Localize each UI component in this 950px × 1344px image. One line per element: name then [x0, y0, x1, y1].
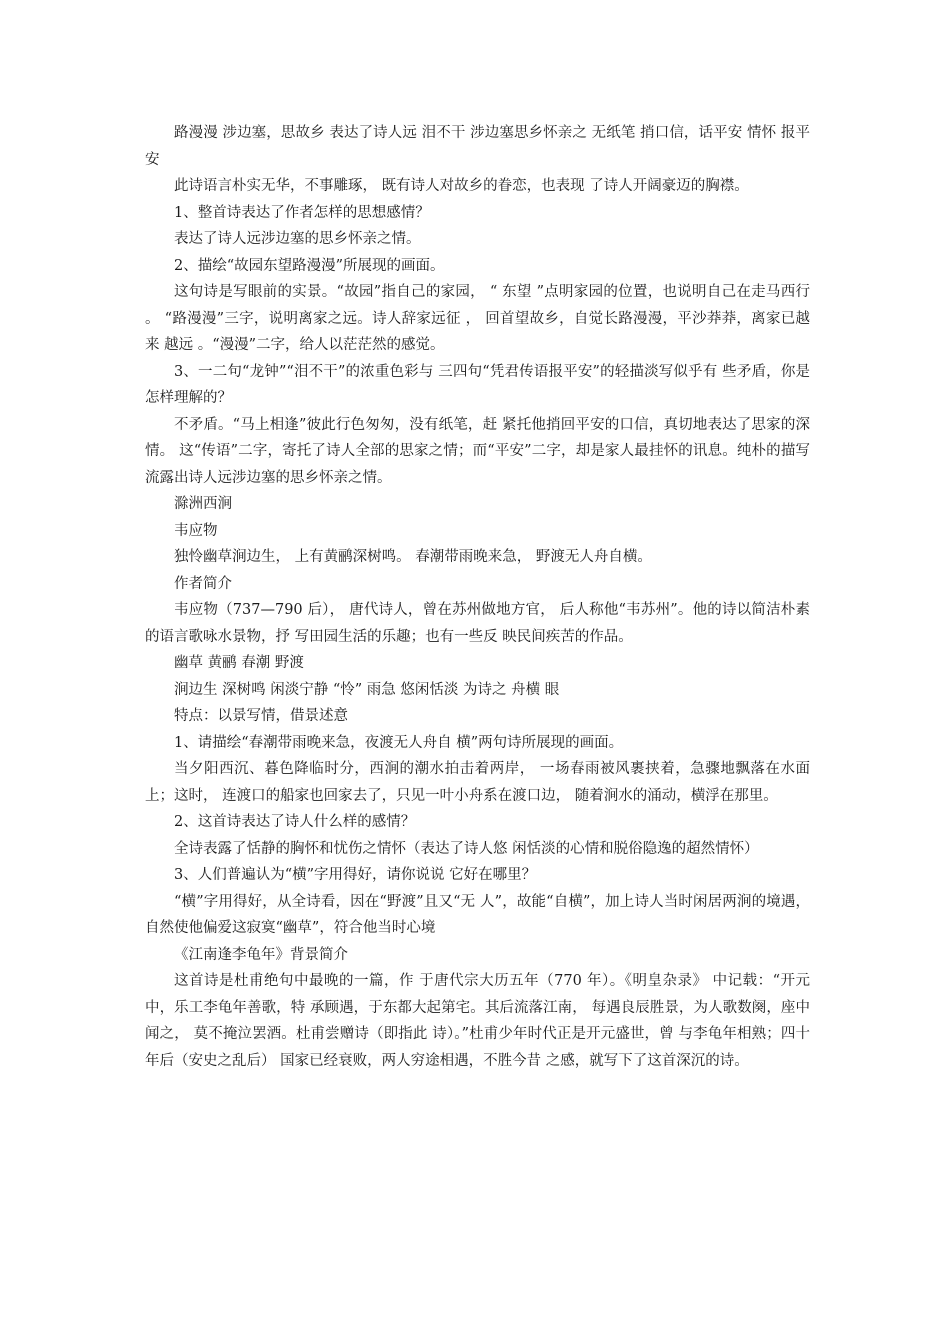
document-body [145, 120, 810, 1074]
question: 3、一二句“龙钟”“泪不干”的浓重色彩与 三四句“凭君传语报平安”的轻描淡写似乎有 些矛盾，你是怎样理解的？ [145, 363, 810, 406]
question: 3、人们普遍认为“横”字用得好，请你说说 它好在哪里？ [174, 867, 537, 883]
paragraph: 韦应物（737—790 后）， 唐代诗人，曾在苏州做地方官， 后人称他“韦苏州”。他的诗以简洁朴素的语言歌咏水景物，抒 写田园生活的乐趣；也有一些反 映民间疾苦的作品。 [145, 602, 810, 645]
question: 2、描绘“故园东望路漫漫”所展现的画面。 [174, 257, 445, 274]
question: 1、整首诗表达了作者怎样的思想感情？ [174, 204, 430, 221]
poem-author: 韦应物 [174, 522, 218, 539]
paragraph: 此诗语言朴实无华，不事雕琢， 既有诗人对故乡的眷恋，也表现 了诗人开阔豪迈的胸襟。 [174, 178, 749, 194]
paragraph: 这首诗是杜甫绝句中最晚的一篇，作 于唐代宗大历五年（770 年）。《明皇杂录》 中记载：“开元中，乐工李龟年善歌，特 承顾遇，于东都大起第宅。其后流落江南， 每遇良辰胜景，为人歌数阕，座中闻之， 莫不掩泣罢酒。杜甫尝赠诗（即指此 诗）。”杜甫少年时代正是开元盛世，曾 与李龟年相熟；四十年后（安史之乱后） 国家已经衰败，两人穷途相遇，不胜今昔 之感，就写下了这首深沉的诗。 [145, 973, 810, 1069]
poem-title: 滁洲西涧 [174, 496, 232, 512]
answer: 表达了诗人远涉边塞的思乡怀亲之情。 [174, 231, 421, 247]
question: 2、这首诗表达了诗人什么样的感情？ [174, 814, 416, 830]
answer: “横”字用得好，从全诗看，因在“野渡”且又“无 人”，故能“自横”，加上诗人当时闲居两涧的境遇， 自然使他偏爱这寂寞“幽草”，符合他当时心境 [145, 893, 810, 936]
answer: 不矛盾。“马上相逢”彼此行色匆匆，没有纸笔，赶 紧托他捎回平安的口信，真切地表达了思家的深情。 这“传语”二字，寄托了诗人全部的思家之情；而“平安”二字，却是家人最挂怀的讯息。纯朴的描写 流露出诗人远涉边塞的思乡怀亲之情。 [145, 416, 810, 486]
section-heading: 作者简介 [174, 575, 232, 592]
paragraph: 涧边生 深树鸣 闲淡宁静 “怜” 雨急 悠闲恬淡 为诗之 舟横 眼 [174, 681, 560, 698]
section-heading: 《江南逢李龟年》背景简介 [174, 946, 348, 963]
question: 1、请描绘“春潮带雨晚来急，夜渡无人舟自 横”两句诗所展现的画面。 [174, 734, 624, 751]
answer: 全诗表露了恬静的胸怀和忧伤之情怀（表达了诗人悠 闲恬淡的心情和脱俗隐逸的超然情怀） [174, 840, 759, 857]
paragraph: 特点：以景写情，借景述意 [174, 708, 348, 724]
poem-text: 独怜幽草涧边生， 上有黄鹂深树鸣。 春潮带雨晚来急， 野渡无人舟自横。 [174, 549, 652, 565]
paragraph: 路漫漫 涉边塞，思故乡 表达了诗人远 泪不干 涉边塞思乡怀亲之 无纸笔 捎口信，话平安 情怀 报平安 [145, 125, 810, 168]
paragraph: 幽草 黄鹂 春潮 野渡 [174, 655, 304, 671]
answer: 这句诗是写眼前的实景。“故园”指自己的家园， “ 东望 ”点明家园的位置，也说明自己在走马西行 。 “路漫漫”三字，说明离家之远。诗人辞家远征 ， 回首望故乡，自觉长路漫漫，平沙莽莽，离家已越来 越远 。“漫漫”二字，给人以茫茫然的感觉。 [145, 284, 810, 353]
answer: 当夕阳西沉、暮色降临时分，西涧的潮水拍击着两岸， 一场春雨被风裹挟着，急骤地飘落在水面上；这时， 连渡口的船家也回家去了，只见一叶小舟系在渡口边， 随着涧水的涌动，横浮在那里。 [145, 761, 810, 804]
